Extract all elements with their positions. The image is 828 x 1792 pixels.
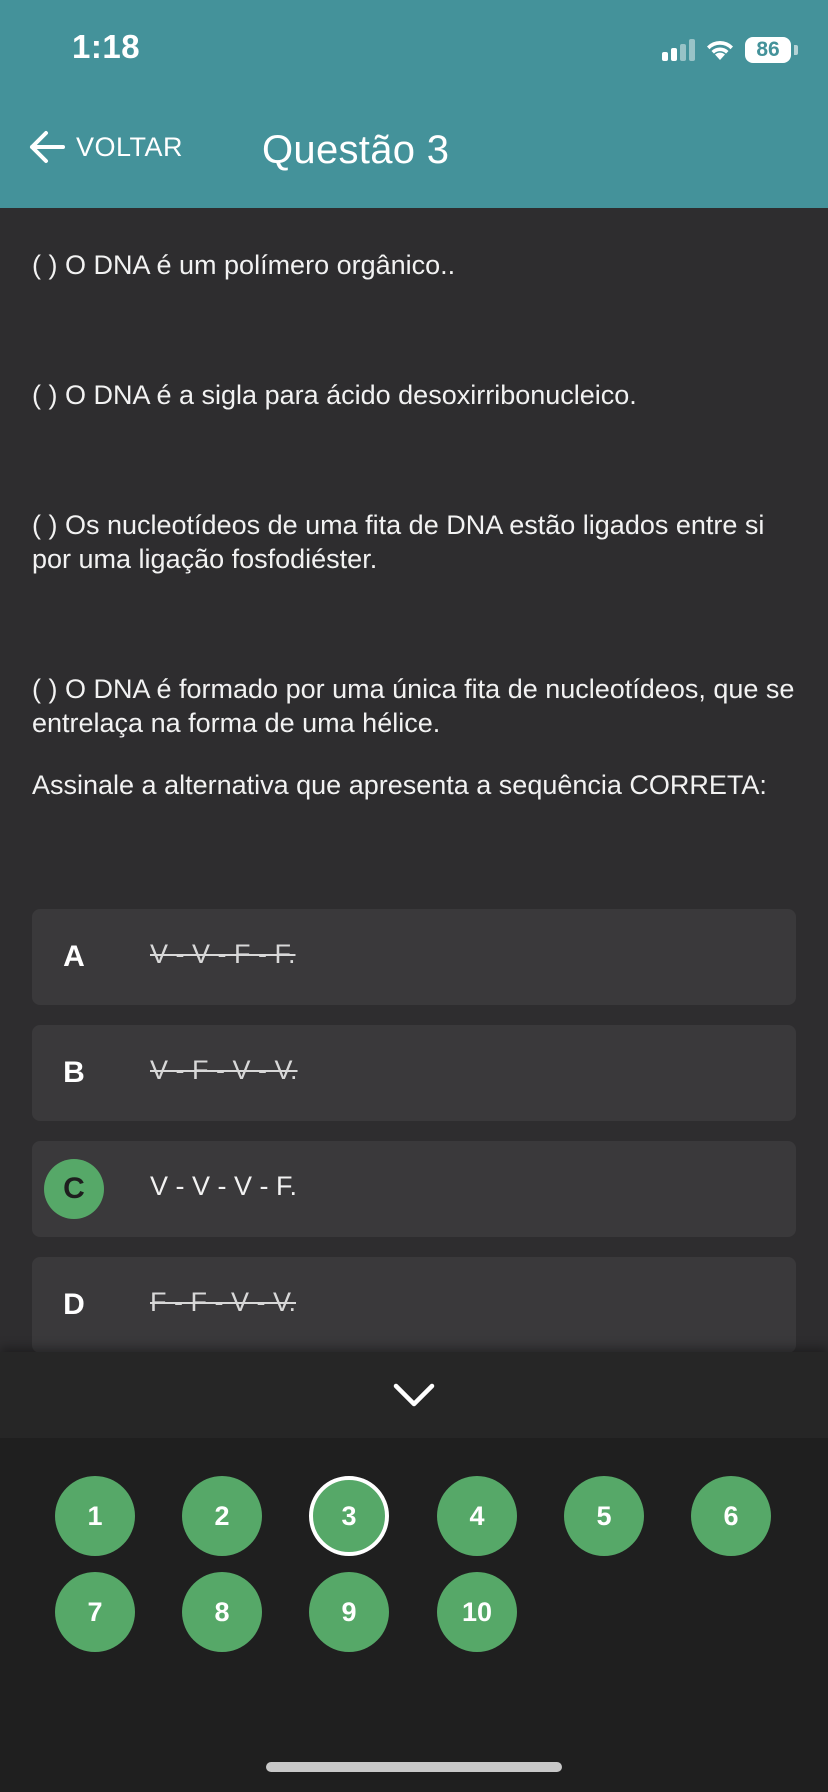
question-nav-4[interactable]: 4	[437, 1476, 517, 1556]
question-prompt: Assinale a alternativa que apresenta a sequência CORRETA:	[32, 770, 767, 800]
collapse-navigator-button[interactable]	[0, 1352, 828, 1438]
option-b[interactable]	[32, 1025, 796, 1121]
question-nav-1[interactable]: 1	[55, 1476, 135, 1556]
question-nav-7[interactable]: 7	[55, 1572, 135, 1652]
question-navigator	[0, 1352, 828, 1792]
signal-icon	[662, 39, 695, 61]
statement-4: ( ) O DNA é formado por uma única fita de nucleotídeos, que se entrelaça na forma de uma hélice.	[32, 674, 795, 738]
statement-1: ( ) O DNA é um polímero orgânico..	[32, 250, 456, 280]
statement-3: ( ) Os nucleotídeos de uma fita de DNA estão ligados entre si por uma ligação fosfodiéster.	[32, 510, 765, 574]
option-text: V - V - F - F.	[150, 939, 296, 969]
option-letter: D	[63, 1288, 85, 1321]
battery-tip	[794, 45, 798, 55]
option-letter-selected: C	[44, 1159, 104, 1219]
question-nav-9[interactable]: 9	[309, 1572, 389, 1652]
question-nav-3-current[interactable]: 3	[309, 1476, 389, 1556]
question-nav-10[interactable]: 10	[437, 1572, 517, 1652]
option-text: V - V - V - F.	[150, 1171, 298, 1201]
question-nav-6[interactable]: 6	[691, 1476, 771, 1556]
status-time: 1:18	[72, 28, 141, 65]
header	[0, 0, 828, 208]
arrow-left-icon	[28, 130, 66, 164]
statement-2: ( ) O DNA é a sigla para ácido desoxirribonucleico.	[32, 380, 637, 410]
option-c[interactable]	[32, 1141, 796, 1237]
wifi-icon	[705, 38, 735, 62]
chevron-down-icon	[392, 1381, 436, 1409]
question-nav-8[interactable]: 8	[182, 1572, 262, 1652]
option-text: F - F - V - V.	[150, 1287, 297, 1317]
option-a[interactable]	[32, 909, 796, 1005]
option-letter: B	[63, 1056, 85, 1089]
battery-level: 86	[756, 38, 780, 61]
battery-icon	[745, 37, 791, 63]
back-label: VOLTAR	[76, 131, 184, 162]
option-text: V - F - V - V.	[150, 1055, 298, 1085]
page-title: Questão 3	[262, 128, 450, 172]
home-indicator[interactable]	[266, 1762, 562, 1772]
option-d[interactable]	[32, 1257, 796, 1353]
question-nav-2[interactable]: 2	[182, 1476, 262, 1556]
status-icons	[662, 34, 798, 66]
question-nav-5[interactable]: 5	[564, 1476, 644, 1556]
back-button[interactable]	[28, 130, 183, 164]
option-letter: A	[63, 940, 85, 973]
